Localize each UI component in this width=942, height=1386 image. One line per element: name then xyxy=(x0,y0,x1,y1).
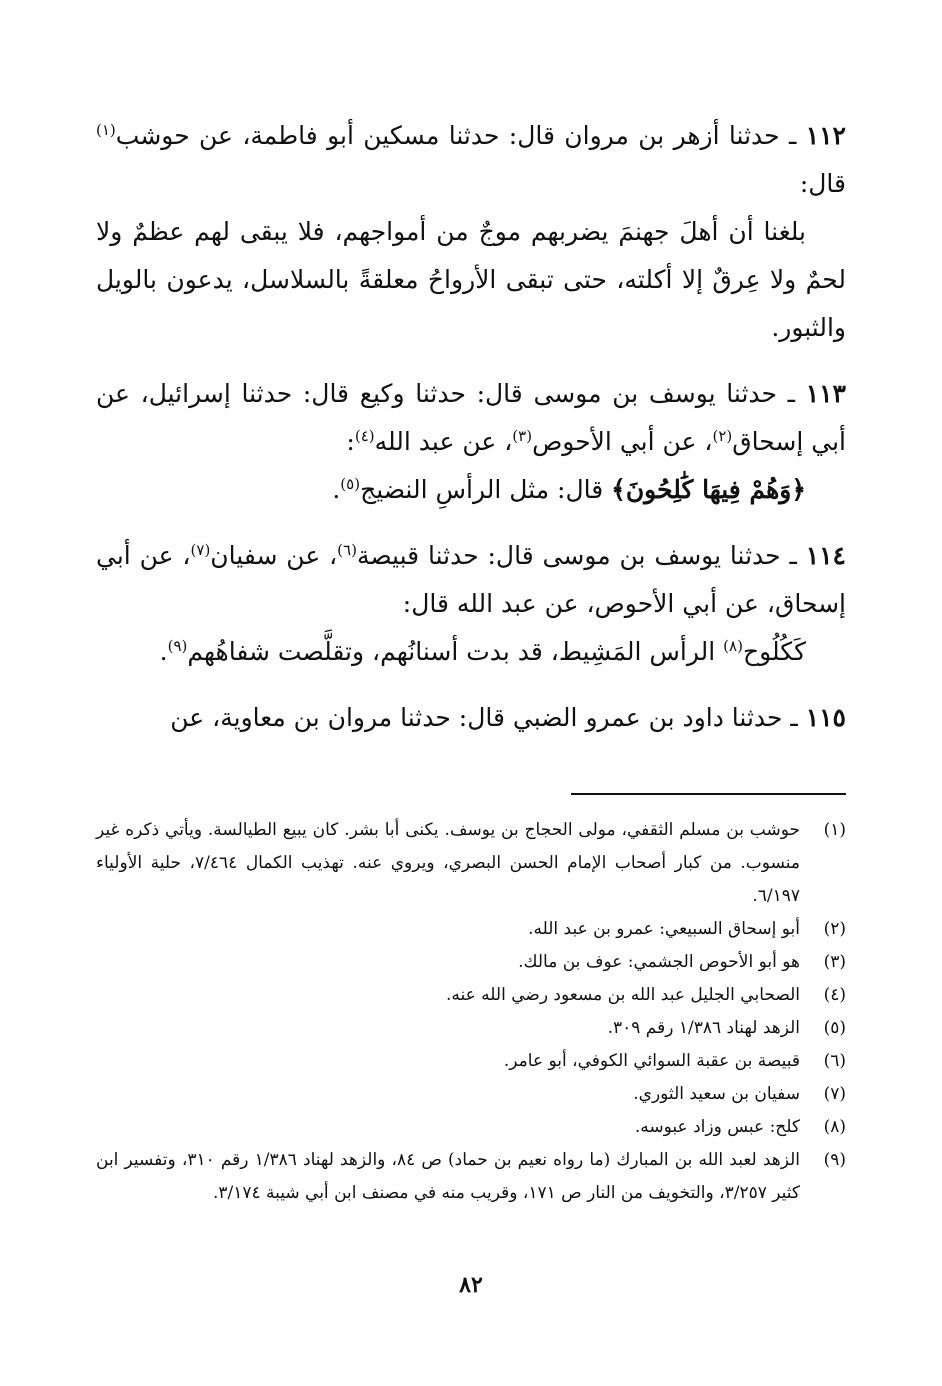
footnote xyxy=(96,1045,846,1078)
entry-paragraph xyxy=(96,532,846,628)
entry-number: ١١٣ xyxy=(805,379,846,408)
footnote-separator xyxy=(571,793,846,795)
text-segment: ، عن أبي الأحوص xyxy=(532,427,713,456)
footnote-ref: (٧) xyxy=(190,541,211,559)
footnote-ref: (٦) xyxy=(337,541,357,559)
footnote-number: (٧) xyxy=(823,1084,846,1104)
entry-paragraph xyxy=(96,694,846,742)
footnote-ref: (٣) xyxy=(512,427,533,445)
entry-number: ١١٤ xyxy=(805,541,846,570)
footnote-ref: (٩) xyxy=(167,637,188,655)
footnote-number: (٨) xyxy=(823,1117,846,1137)
footnote xyxy=(96,1012,846,1045)
footnote-text: كلح: عبس وزاد عبوسه. xyxy=(634,1117,800,1137)
text-segment: ـ حدثنا يوسف بن موسى قال: حدثنا قبيصة xyxy=(356,541,806,570)
footnote xyxy=(96,1111,846,1144)
text-segment: ، عن عبد الله xyxy=(374,427,513,456)
text-segment: الرأس المَشِيط، قد بدت أسنانُهم، وتقلَّصت شفاهُهم xyxy=(187,637,724,666)
footnote-text: أبو إسحاق السبيعي: عمرو بن عبد الله. xyxy=(528,919,800,939)
footnote-text: الصحابي الجليل عبد الله بن مسعود رضي الله عنه. xyxy=(445,985,800,1005)
text-segment: بلغنا أن أهلَ جهنمَ يضربهم موجٌ من أمواجهم، فلا يبقى لهم عظمٌ ولا لحمٌ ولا عِرقٌ إلا أكلته، حتى تبقى الأرواحُ معلقةً بالسلاسل، يدعون بالويل والثبور. xyxy=(96,217,846,342)
text-segment: : xyxy=(346,427,355,456)
footnote-ref: (٤) xyxy=(354,427,375,445)
text-segment: ـ حدثنا أزهر بن مروان قال: حدثنا مسكين أبو فاطمة، عن حوشب xyxy=(115,121,806,150)
quran-verse: ﴿وَهُمْ فِيهَا كَٰلِحُونَ﴾ xyxy=(611,475,806,504)
entry xyxy=(96,370,846,514)
text-segment: ، عن سفيان xyxy=(210,541,338,570)
footnote-text: سفيان بن سعيد الثوري. xyxy=(633,1084,800,1104)
text-segment: ـ حدثنا يوسف بن موسى قال: حدثنا وكيع قال: حدثنا إسرائيل، عن أبي إسحاق xyxy=(96,379,846,456)
footnote-text: الزهد لعبد الله بن المبارك (ما رواه نعيم بن حماد) ص ٨٤، والزهد لهناد ١/٣٨٦ رقم ٣١٠، وتفسير ابن كثير ٣/٢٥٧، والتخويف من النار ص ١٧١، وقريب منه في مصنف ابن أبي شيبة ٣/١٧٤. xyxy=(96,1150,800,1203)
entry-paragraph xyxy=(96,628,846,676)
footnote-ref: (٨) xyxy=(723,637,743,655)
footnote xyxy=(96,1078,846,1111)
text-segment: . xyxy=(159,637,168,666)
footnote xyxy=(96,814,846,913)
footnote-ref: (٥) xyxy=(340,475,361,493)
entry-number: ١١٥ xyxy=(805,703,846,732)
text-segment: كَكُلُوح xyxy=(742,637,806,666)
entry xyxy=(96,694,846,742)
text-segment: قال: مثل الرأسِ النضيج xyxy=(360,475,612,504)
footnote-number: (٦) xyxy=(823,1051,846,1071)
footnote-ref: (٢) xyxy=(712,427,733,445)
footnote-number: (٥) xyxy=(823,1018,846,1038)
footnote-ref: (١) xyxy=(96,121,116,139)
entry-paragraph xyxy=(96,208,846,352)
text-segment: ـ حدثنا داود بن عمرو الضبي قال: حدثنا مروان بن معاوية، عن xyxy=(170,703,806,732)
page-number: ٨٢ xyxy=(459,1272,483,1298)
footnote-number: (٣) xyxy=(823,952,846,972)
footnote xyxy=(96,913,846,946)
footnotes xyxy=(96,814,846,1210)
entry-paragraph xyxy=(96,112,846,208)
main-text xyxy=(96,112,846,760)
entry xyxy=(96,112,846,352)
footnote-text: هو أبو الأحوص الجشمي: عوف بن مالك. xyxy=(518,952,800,972)
entry-paragraph xyxy=(96,370,846,466)
text-segment: قال: xyxy=(799,169,846,198)
footnote-text: قبيصة بن عقبة السوائي الكوفي، أبو عامر. xyxy=(503,1051,800,1071)
footnote-number: (٢) xyxy=(823,919,846,939)
text-segment: ، عن أبي إسحاق، عن أبي الأحوص، عن عبد الله قال: xyxy=(96,541,846,618)
text-segment: . xyxy=(332,475,341,504)
entry-paragraph xyxy=(96,466,846,514)
footnote xyxy=(96,946,846,979)
footnote-number: (٩) xyxy=(823,1150,846,1170)
footnote-text: الزهد لهناد ١/٣٨٦ رقم ٣٠٩. xyxy=(607,1018,800,1038)
footnote-text: حوشب بن مسلم الثقفي، مولى الحجاج بن يوسف. يكنى أبا بشر. كان يبيع الطيالسة. ويأتي ذكره غير منسوب. من كبار أصحاب الإمام الحسن البصري، ويروي عنه. تهذيب الكمال ٧/٤٦٤، حلية الأولياء ٦/١٩٧. xyxy=(96,820,800,906)
entry xyxy=(96,532,846,676)
footnote-number: (١) xyxy=(823,820,846,840)
footnote-number: (٤) xyxy=(823,985,846,1005)
footnote xyxy=(96,1144,846,1210)
entry-number: ١١٢ xyxy=(805,121,846,150)
footnote xyxy=(96,979,846,1012)
